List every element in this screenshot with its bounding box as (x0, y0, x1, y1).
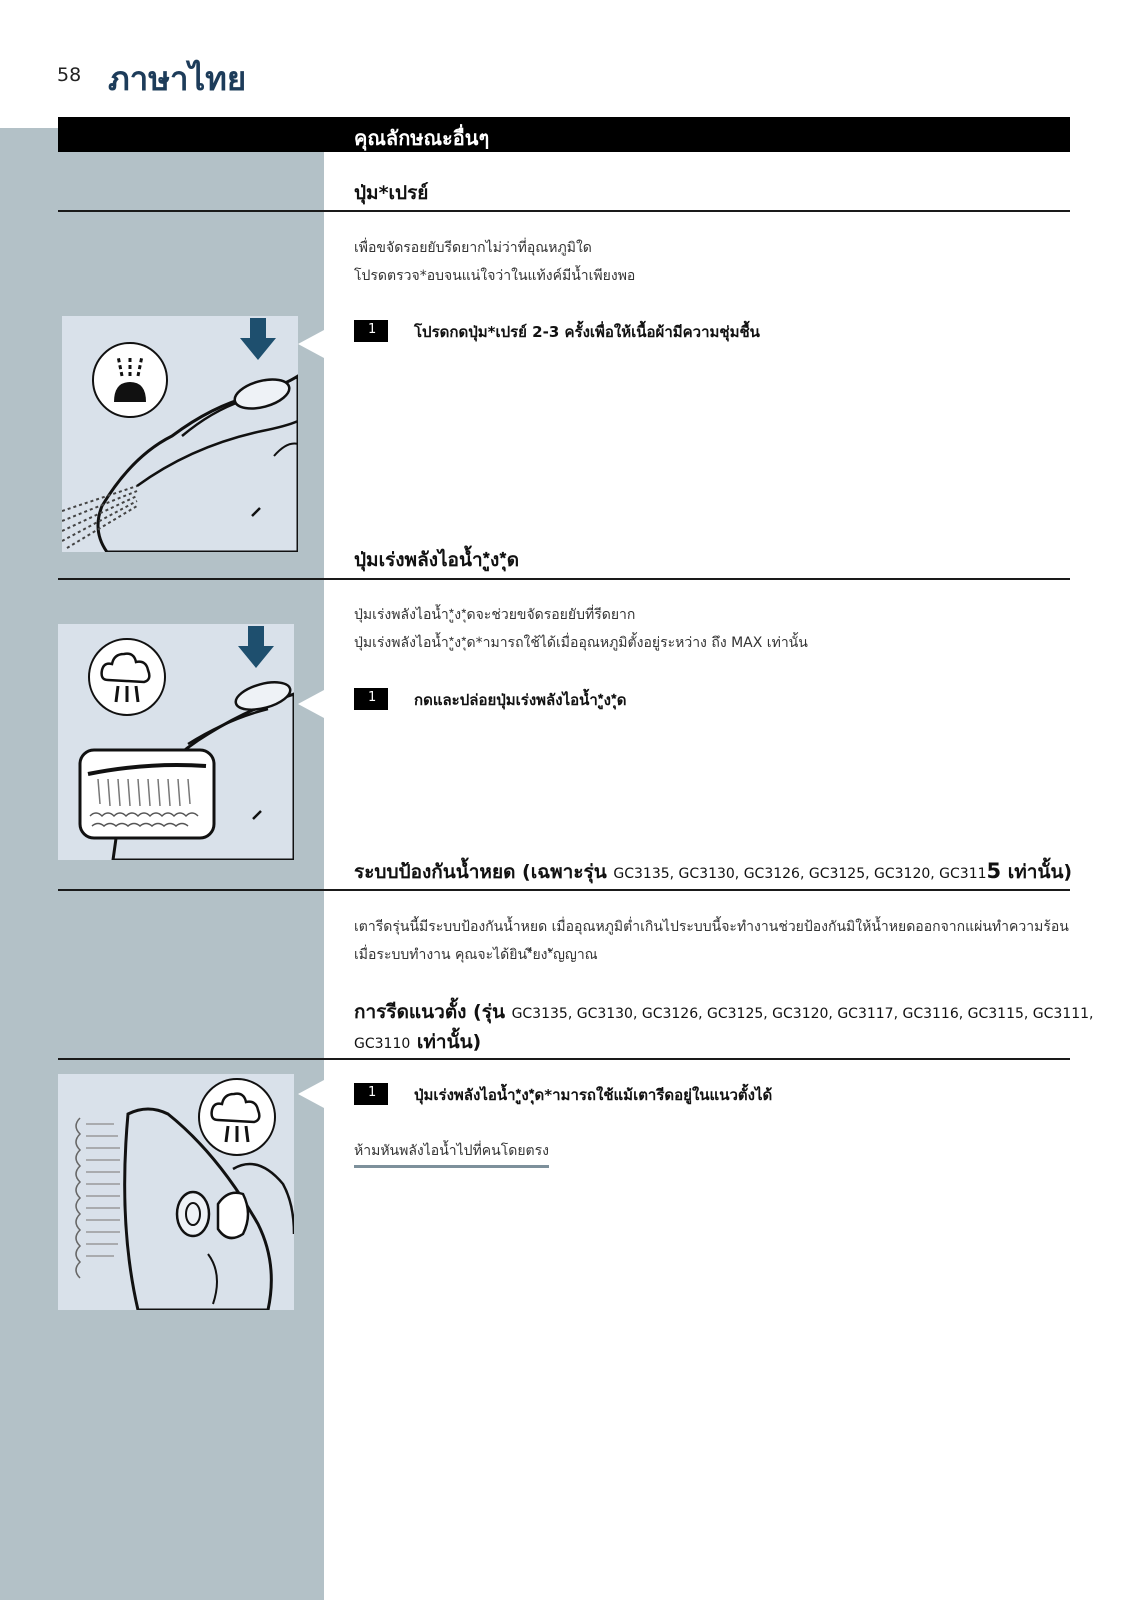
spray-illustration (62, 316, 298, 552)
drip-stop-line-2: เมื่อระบบทำงาน คุณจะได้ยิน*ียง*ัญญาณ (354, 947, 598, 963)
vertical-step-text: ปุ่มเร่งพลังไอน้ำ*ูง*ุด*ามารถใช้แม้เตารีดอยู่ในแนวตั้งได้ (414, 1086, 773, 1104)
drip-stop-line-1: เตารีดรุ่นนี้มีระบบป้องกันน้ำหยด เมื่ออุณหภูมิต่ำเกินไประบบนี้จะทำงานช่วยป้องกันมิให้น้ำหยดออกจากแผ่นทำความร้อน (354, 919, 1069, 935)
steam-boost-step-text: กดและปล่อยปุ่มเร่งพลังไอน้ำ*ูง*ุด (414, 691, 627, 709)
callout-pointer (298, 1080, 324, 1108)
step-number: 1 (368, 690, 377, 705)
steam-boost-line-2: ปุ่มเร่งพลังไอน้ำ*ูง*ุด*ามารถใช้ได้เมื่ออุณหภูมิตั้งอยู่ระหว่าง ถึง MAX เท่านั้น (354, 635, 808, 651)
callout-pointer (298, 690, 324, 718)
spray-step (354, 320, 1054, 344)
divider (58, 578, 1070, 580)
vertical-models: GC3135, GC3130, GC3126, GC3125, GC3120, GC3117, GC3116, GC3115, GC3111, (511, 1006, 1094, 1022)
spray-heading: ปุ่ม*เปรย์ (354, 182, 429, 204)
vertical-heading (354, 998, 1094, 1058)
steam-cloud-icon (198, 1078, 276, 1156)
drip-stop-model-suffix: 5 (986, 859, 1002, 883)
section-title: คุณลักษณะอื่นๆ (354, 126, 490, 150)
vertical-models-line2: GC3110 (354, 1036, 411, 1052)
step-number-box (354, 688, 388, 710)
step-number-box (354, 1083, 388, 1105)
drip-stop-title-end: เท่านั้น) (1007, 861, 1073, 883)
divider (58, 889, 1070, 891)
drip-stop-title-main: ระบบป้องกันน้ำหยด (เฉพาะรุ่น (354, 861, 607, 883)
drip-stop-description (354, 913, 1069, 969)
steam-boost-heading: ปุ่มเร่งพลังไอน้ำ*ูง*ุด (354, 549, 520, 571)
steam-cloud-icon (88, 638, 166, 716)
step-number-box (354, 320, 388, 342)
vertical-illustration (58, 1074, 294, 1310)
vertical-title-main: การรีดแนวตั้ง (รุ่น (354, 1001, 505, 1023)
spray-line-2: โปรดตรวจ*อบจนแน่ใจว่าในแท้งค์มีน้ำเพียงพอ (354, 268, 636, 284)
press-down-arrow-icon (236, 626, 276, 670)
drip-stop-heading (354, 857, 1072, 887)
drip-stop-models: GC3135, GC3130, GC3126, GC3125, GC3120, GC311 (613, 866, 987, 882)
step-number: 1 (368, 1085, 377, 1100)
language-title: ภาษาไทย (108, 59, 247, 98)
page-number: 58 (57, 64, 82, 86)
section-title-bar (58, 117, 1070, 152)
spray-line-1: เพื่อขจัดรอยยับรีดยากไม่ว่าที่อุณหภูมิใด (354, 240, 592, 256)
spray-icon (92, 342, 168, 418)
press-down-arrow-icon (238, 318, 278, 362)
vertical-title-end: เท่านั้น) (416, 1031, 482, 1053)
steam-boost-step (354, 688, 954, 712)
callout-pointer (298, 330, 324, 358)
divider (58, 1058, 1070, 1060)
vertical-step (354, 1083, 1054, 1107)
spray-description (354, 234, 635, 290)
vertical-warning: ห้ามหันพลังไอน้ำไปที่คนโดยตรง (354, 1140, 549, 1168)
steam-boost-illustration (58, 624, 294, 860)
spray-step-text: โปรดกดปุ่ม*เปรย์ 2-3 ครั้งเพื่อให้เนื้อผ้ามีความชุ่มชื้น (414, 323, 760, 341)
steam-boost-line-1: ปุ่มเร่งพลังไอน้ำ*ูง*ุดจะช่วยขจัดรอยยับที่รีดยาก (354, 607, 636, 623)
step-number: 1 (368, 322, 377, 337)
divider (58, 210, 1070, 212)
steam-boost-description (354, 601, 808, 657)
